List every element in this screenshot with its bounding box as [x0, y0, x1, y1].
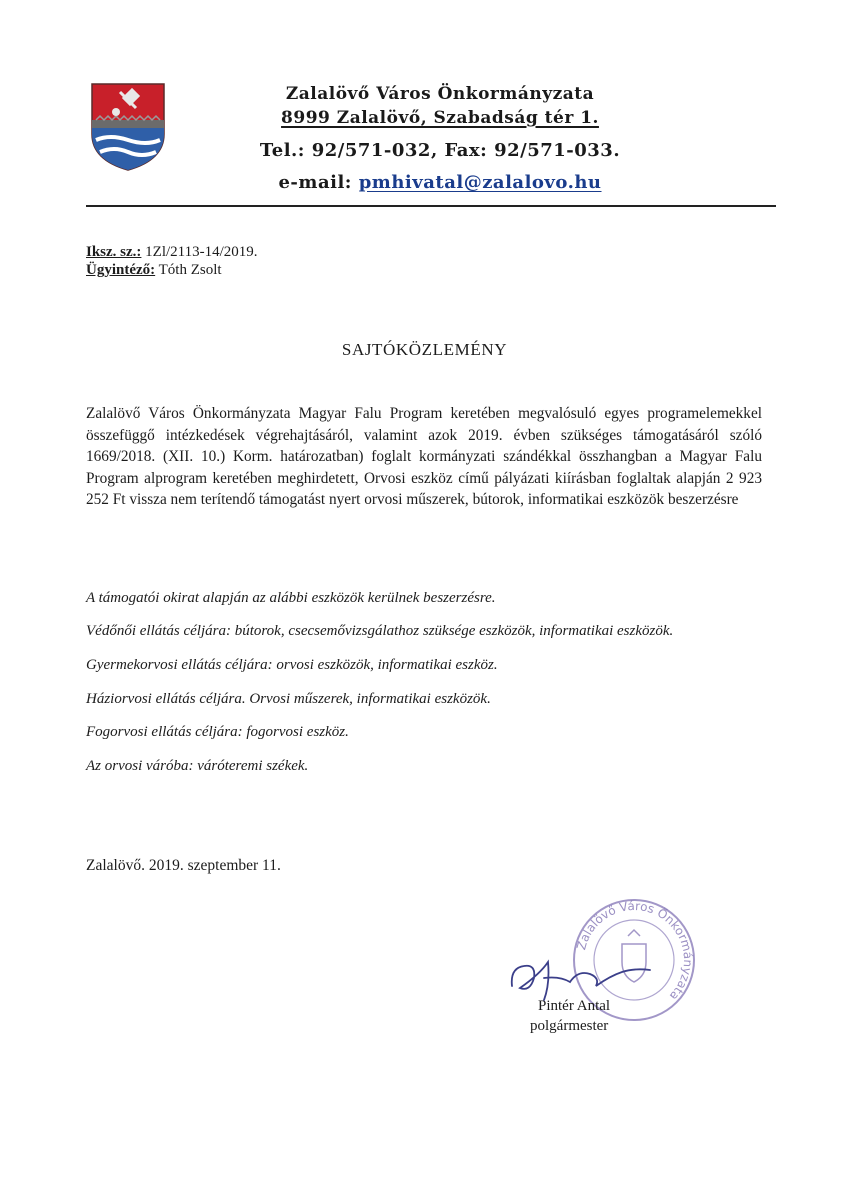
- email-link[interactable]: pmhivatal@zalalovo.hu: [358, 172, 602, 193]
- case-number-line: [86, 244, 258, 261]
- list-item: Védőnői ellátás céljára: bútorok, csecsemővizsgálathoz szüksége eszközök, informatikai eszközök.: [86, 623, 674, 639]
- letterhead-address: 8999 Zalalövő, Szabadság tér 1.: [281, 108, 599, 128]
- list-item: Háziorvosi ellátás céljára. Orvosi műszerek, informatikai eszközök.: [86, 691, 491, 707]
- case-number: 1Zl/2113-14/2019.: [145, 244, 258, 260]
- document-date: Zalalövő. 2019. szeptember 11.: [86, 857, 281, 874]
- list-item: Gyermekorvosi ellátás céljára: orvosi eszközök, informatikai eszköz.: [86, 657, 498, 673]
- letterhead-phone-fax: Tel.: 92/571-032, Fax: 92/571-033.: [259, 140, 621, 161]
- list-item: A támogatói okirat alapján az alábbi eszközök kerülnek beszerzésre.: [86, 590, 496, 606]
- press-release-body: Zalalövő Város Önkormányzata Magyar Falu Program keretében megvalósuló egyes programelemekkel összefüggő intézkedések végrehajtásáról, valamint azok 2019. évben szükséges támogatásáról szóló 1669/2018. (XII. 10.) Korm. határozatban) foglalt kormányzati szándékkal összhangban a Magyar Falu Program alprogram keretében meghirdetett, Orvosi eszköz című pályázati kiírásban foglaltak alapján 2 923 252 Ft vissza nem terítendő támogatást nyert orvosi műszerek, bútorok, informatikai eszközök beszerzésre: [86, 405, 762, 508]
- officer-line: [86, 262, 222, 279]
- letterhead-organization: Zalalövő Város Önkormányzata: [285, 84, 595, 104]
- coat-of-arms-icon: [90, 82, 166, 172]
- letterhead-email: [180, 172, 700, 193]
- officer-label: Ügyintéző:: [86, 262, 156, 278]
- signer-role: polgármester: [530, 1018, 609, 1034]
- list-item: Az orvosi váróba: váróteremi székek.: [86, 758, 309, 774]
- officer-name: Tóth Zsolt: [158, 262, 222, 278]
- letterhead-divider: [86, 205, 776, 207]
- email-label: e-mail:: [278, 172, 352, 193]
- document-title: SAJTÓKÖZLEMÉNY: [341, 340, 508, 359]
- svg-text:Zalalövő Város Önkormányzata: Zalalövő Város Önkormányzata: [574, 898, 696, 1004]
- list-item: Fogorvosi ellátás céljára: fogorvosi eszköz.: [86, 724, 349, 740]
- signer-name: Pintér Antal: [538, 998, 611, 1014]
- case-number-label: Iksz. sz.:: [86, 244, 142, 260]
